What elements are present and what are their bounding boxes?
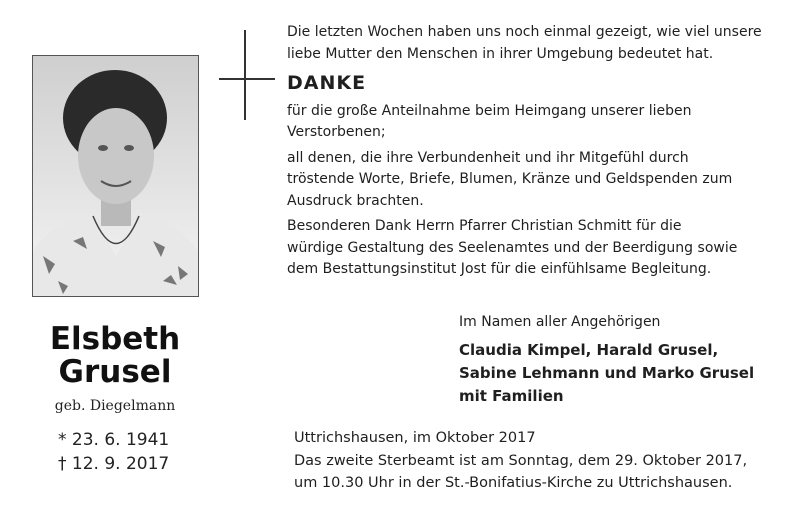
signer-line: Sabine Lehmann und Marko Grusel bbox=[459, 364, 755, 382]
death-date: † 12. 9. 2017 bbox=[58, 454, 170, 474]
cross-icon-vertical bbox=[244, 30, 246, 120]
portrait-icon bbox=[33, 56, 198, 296]
deceased-name bbox=[0, 323, 230, 389]
message-line: Verstorbenen; bbox=[287, 124, 386, 140]
intro-line: liebe Mutter den Menschen in ihrer Umgebung bedeutet hat. bbox=[287, 45, 714, 62]
signer-line: Claudia Kimpel, Harald Grusel, bbox=[459, 341, 719, 359]
service-info bbox=[294, 427, 784, 495]
service-line: um 10.30 Uhr in der St.-Bonifatius-Kirche zu Uttrichshausen. bbox=[294, 475, 733, 491]
danke-heading: DANKE bbox=[287, 72, 367, 94]
signers-intro: Im Namen aller Angehörigen bbox=[459, 314, 661, 330]
cross-icon-horizontal bbox=[219, 78, 275, 80]
maiden-name: geb. Diegelmann bbox=[54, 398, 176, 414]
birth-date: * 23. 6. 1941 bbox=[58, 430, 170, 450]
first-name: Elsbeth bbox=[49, 321, 181, 357]
message-line: Besonderen Dank Herrn Pfarrer Christian Schmitt für die bbox=[287, 218, 682, 234]
signers-names bbox=[459, 339, 789, 408]
message-line: für die große Anteilnahme beim Heimgang unserer lieben bbox=[287, 102, 692, 119]
place-date: Uttrichshausen, im Oktober 2017 bbox=[294, 430, 536, 446]
service-line: Das zweite Sterbeamt ist am Sonntag, dem 29. Oktober 2017, bbox=[294, 452, 748, 469]
message-line: würdige Gestaltung des Seelenamtes und der Beerdigung sowie bbox=[287, 239, 738, 256]
life-dates bbox=[58, 428, 169, 476]
thank-you-message bbox=[287, 22, 787, 281]
signers-block bbox=[459, 311, 789, 408]
message-line: tröstende Worte, Briefe, Blumen, Kränze und Geldspenden zum bbox=[287, 171, 733, 187]
last-name: Grusel bbox=[58, 354, 172, 390]
message-line: dem Bestattungsinstitut Jost für die einfühlsame Begleitung. bbox=[287, 261, 712, 277]
message-line: all denen, die ihre Verbundenheit und ihr Mitgefühl durch bbox=[287, 149, 689, 166]
signer-line: mit Familien bbox=[459, 387, 564, 405]
portrait-photo bbox=[32, 55, 199, 297]
intro-line: Die letzten Wochen haben uns noch einmal gezeigt, wie viel unsere bbox=[287, 24, 762, 40]
message-line: Ausdruck brachten. bbox=[287, 192, 424, 209]
